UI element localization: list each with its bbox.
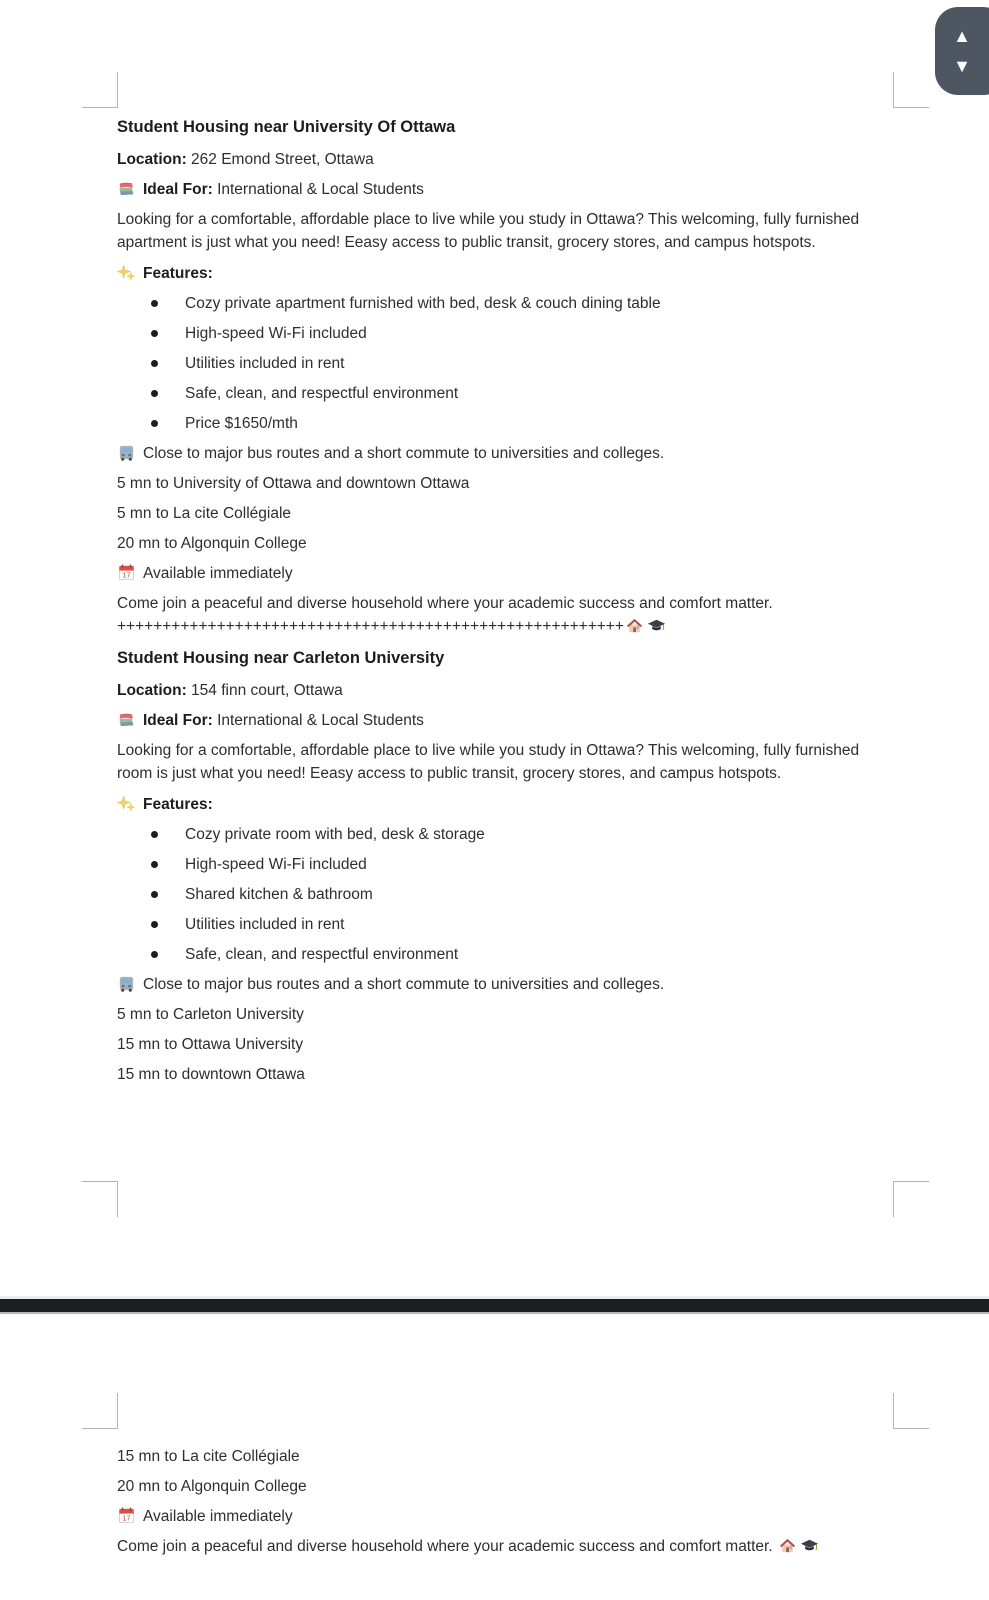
- calendar-icon: [117, 563, 136, 582]
- plus-run: ++++++++++++++++++++++++++++++++++++++++++++++++++++++++: [117, 618, 624, 635]
- intro-paragraph[interactable]: Looking for a comfortable, affordable place to live while you study in Ottawa? This welcoming, fully furnished room is just what you need! Eeasy access to public transit, grocery stores, and campus hotspots.: [117, 742, 860, 782]
- sparkles-icon: [117, 263, 136, 282]
- distance-line[interactable]: 20 mn to Algonquin College: [117, 535, 307, 552]
- distance-line[interactable]: 5 mn to La cite Collégiale: [117, 505, 292, 522]
- feature-item[interactable]: High-speed Wi-Fi included: [117, 853, 879, 876]
- scroll-widget[interactable]: [935, 7, 989, 95]
- listing-title[interactable]: Student Housing near Carleton University: [117, 649, 445, 667]
- ideal-for-label: Ideal For:: [143, 712, 213, 729]
- svg-text:17: 17: [122, 1514, 131, 1523]
- listing-title[interactable]: Student Housing near University Of Ottawa: [117, 118, 456, 136]
- transit-text: Close to major bus routes and a short commute to universities and colleges.: [143, 976, 665, 993]
- page-gap-separator: [0, 1296, 989, 1314]
- features-heading[interactable]: [117, 262, 879, 285]
- house-icon: [778, 1536, 797, 1555]
- ideal-for-value: International & Local Students: [212, 712, 424, 729]
- feature-item[interactable]: Utilities included in rent: [117, 913, 879, 936]
- sparkles-icon: [117, 794, 136, 813]
- closing-text: Come join a peaceful and diverse household where your academic success and comfort matter.: [117, 1538, 777, 1555]
- feature-item[interactable]: Cozy private room with bed, desk & storage: [117, 823, 879, 846]
- house-icon: [625, 616, 644, 635]
- margin-corner-mark: [893, 1393, 929, 1429]
- features-list: [117, 292, 879, 435]
- books-icon: [117, 710, 136, 729]
- margin-corner-mark: [82, 1181, 118, 1217]
- ideal-for-line[interactable]: [117, 709, 879, 732]
- margin-corner-mark: [893, 72, 929, 108]
- feature-item[interactable]: Safe, clean, and respectful environment: [117, 382, 879, 405]
- graduation-cap-icon: [800, 1536, 819, 1555]
- ideal-for-line[interactable]: [117, 178, 879, 201]
- availability-line[interactable]: [117, 562, 879, 585]
- location-label: Location:: [117, 151, 187, 168]
- scroll-down-icon: ▼: [953, 56, 971, 76]
- location-value: 262 Emond Street, Ottawa: [186, 151, 374, 168]
- features-label: Features:: [143, 265, 213, 282]
- margin-corner-mark: [82, 72, 118, 108]
- ideal-for-value: International & Local Students: [212, 181, 424, 198]
- margin-corner-mark: [893, 1181, 929, 1217]
- graduation-cap-icon: [647, 616, 666, 635]
- location-line[interactable]: [117, 148, 879, 171]
- feature-item[interactable]: Price $1650/mth: [117, 412, 879, 435]
- feature-item[interactable]: Cozy private apartment furnished with bed, desk & couch dining table: [117, 292, 879, 315]
- availability-line[interactable]: [117, 1505, 879, 1528]
- closing-text: Come join a peaceful and diverse household where your academic success and comfort matter.: [117, 595, 773, 612]
- feature-item[interactable]: Utilities included in rent: [117, 352, 879, 375]
- transit-line[interactable]: [117, 442, 879, 465]
- location-line[interactable]: [117, 679, 879, 702]
- features-list: [117, 823, 879, 966]
- location-value: 154 finn court, Ottawa: [186, 682, 343, 699]
- distance-line[interactable]: 15 mn to Ottawa University: [117, 1036, 304, 1053]
- location-label: Location:: [117, 682, 187, 699]
- distance-line[interactable]: 15 mn to downtown Ottawa: [117, 1066, 305, 1083]
- scroll-up-icon: ▲: [953, 26, 971, 46]
- feature-item[interactable]: High-speed Wi-Fi included: [117, 322, 879, 345]
- availability-text: Available immediately: [143, 1508, 293, 1525]
- books-icon: [117, 179, 136, 198]
- features-label: Features:: [143, 796, 213, 813]
- page-1[interactable]: [117, 115, 879, 1093]
- distance-line[interactable]: 20 mn to Algonquin College: [117, 1478, 307, 1495]
- distance-line[interactable]: 5 mn to Carleton University: [117, 1006, 304, 1023]
- distance-line[interactable]: 15 mn to La cite Collégiale: [117, 1448, 300, 1465]
- feature-item[interactable]: Shared kitchen & bathroom: [117, 883, 879, 906]
- bus-icon: [117, 974, 136, 993]
- features-heading[interactable]: [117, 793, 879, 816]
- scroll-up-button[interactable]: [935, 27, 989, 45]
- closing-paragraph[interactable]: [117, 592, 879, 638]
- transit-line[interactable]: [117, 973, 879, 996]
- page-2[interactable]: [117, 1445, 879, 1566]
- availability-text: Available immediately: [143, 565, 293, 582]
- closing-paragraph[interactable]: [117, 1535, 879, 1558]
- bus-icon: [117, 443, 136, 462]
- svg-text:17: 17: [122, 571, 131, 580]
- margin-corner-mark: [82, 1393, 118, 1429]
- calendar-icon: [117, 1506, 136, 1525]
- feature-item[interactable]: Safe, clean, and respectful environment: [117, 943, 879, 966]
- scroll-down-button[interactable]: [935, 57, 989, 75]
- intro-paragraph[interactable]: Looking for a comfortable, affordable place to live while you study in Ottawa? This welcoming, fully furnished apartment is just what you need! Eeasy access to public transit, grocery stores, and campus hotspots.: [117, 211, 860, 251]
- transit-text: Close to major bus routes and a short commute to universities and colleges.: [143, 445, 665, 462]
- ideal-for-label: Ideal For:: [143, 181, 213, 198]
- distance-line[interactable]: 5 mn to University of Ottawa and downtown Ottawa: [117, 475, 470, 492]
